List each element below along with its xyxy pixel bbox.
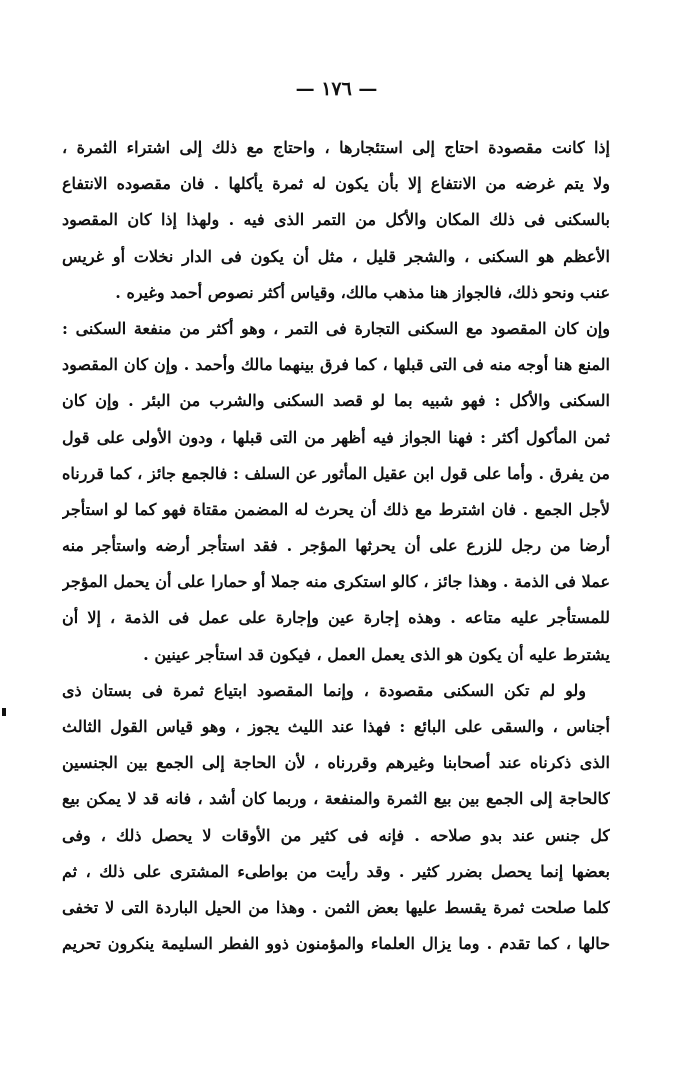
text-line: بالسكنى فى ذلك المكان والأكل من التمر الذى فيه . ولهذا إذا كان المقصود [62,210,610,230]
text-line: أرضا من رجل للزرع على أن يحرثها المؤجر . فقد استأجر أرضه واستأجر منه [62,536,610,556]
text-line: ثمن المأكول أكثر : فهنا الجواز فيه أظهر من التى قبلها ، ودون الأولى على قول [62,427,610,447]
text-line: المنع هنا أوجه منه فى التى قبلها ، كما فرق بينهما مالك وأحمد . وإن كان المقصود [62,355,610,375]
text-line: لأجل الجمع . فان اشترط مع ذلك أن يحرث له المضمن مقتاة فهو كما لو استأجر [62,499,610,519]
scan-edge-mark [2,708,6,716]
text-line: ولا يتم غرضه من الانتفاع إلا بأن يكون له ثمرة يأكلها . فان مقصوده الانتفاع [62,174,610,194]
text-line: كلما صلحت ثمرة يقسط عليها بعض الثمن . وهذا من الحيل الباردة التى لا تخفى [62,897,610,917]
text-line: أجناس ، والسقى على البائع : فهذا عند الليث يجوز ، وهو قياس القول الثالث [62,717,610,736]
text-line: الأعظم هو السكنى ، والشجر قليل ، مثل أن يكون فى الدار نخلات أو غريس [62,246,610,266]
text-line: كل جنس عند بدو صلاحه . فإنه فى كثير من الأوقات لا يحصل ذلك ، وفى [62,825,610,845]
text-line: إذا كانت مقصودة احتاج إلى استئجارها ، واحتاج مع ذلك إلى اشتراء الثمرة ، [62,138,610,157]
text-line: السكنى والأكل : فهو شبيه بما لو قصد السكنى والشرب من البئر . وإن كان [62,391,610,411]
text-line: من يفرق . وأما على قول ابن عقيل المأثور عن السلف : فالجمع جائز ، كما قررناه [62,463,610,483]
page-number: — ١٧٦ — [295,78,378,100]
text-line: الذى ذكرناه عند أصحابنا وغيرهم وقررناه ، لأن الحاجة إلى الجمع بين الجنسين [62,753,610,773]
body-text [62,130,610,962]
text-line: عنب ونحو ذلك، فالجواز هنا مذهب مالك، وقياس أكثر نصوص أحمد وغيره . [115,282,610,302]
text-line: للمستأجر عليه متاعه . وهذه إجارة عين وإجارة على عمل فى الذمة ، إلا أن [62,608,610,628]
text-line: ولو لم تكن السكنى مقصودة ، وإنما المقصود ابتياع ثمرة فى بستان ذى [62,680,586,700]
text-line: وإن كان المقصود مع السكنى التجارة فى التمر ، وهو أكثر من منفعة السكنى : [62,318,610,338]
text-line: حالها ، كما تقدم . وما يزال العلماء والمؤمنون ذوو الفطر السليمة ينكرون تحريم [62,934,610,954]
text-line: بعضها إنما يحصل بضرر كثير . وقد رأيت من بواطىء المشترى على ذلك ، ثم [62,861,610,881]
text-line: كالحاجة إلى الجمع بين بيع الثمرة والمنفعة ، وربما كان أشد ، فانه قد لا يمكن بيع [62,789,610,809]
text-line: يشترط عليه أن يكون هو الذى يعمل العمل ، فيكون قد استأجر عينين . [143,644,610,664]
text-line: عملا فى الذمة . وهذا جائز ، كالو استكرى منه جملا أو حمارا على أن يحمل المؤجر [62,572,610,592]
